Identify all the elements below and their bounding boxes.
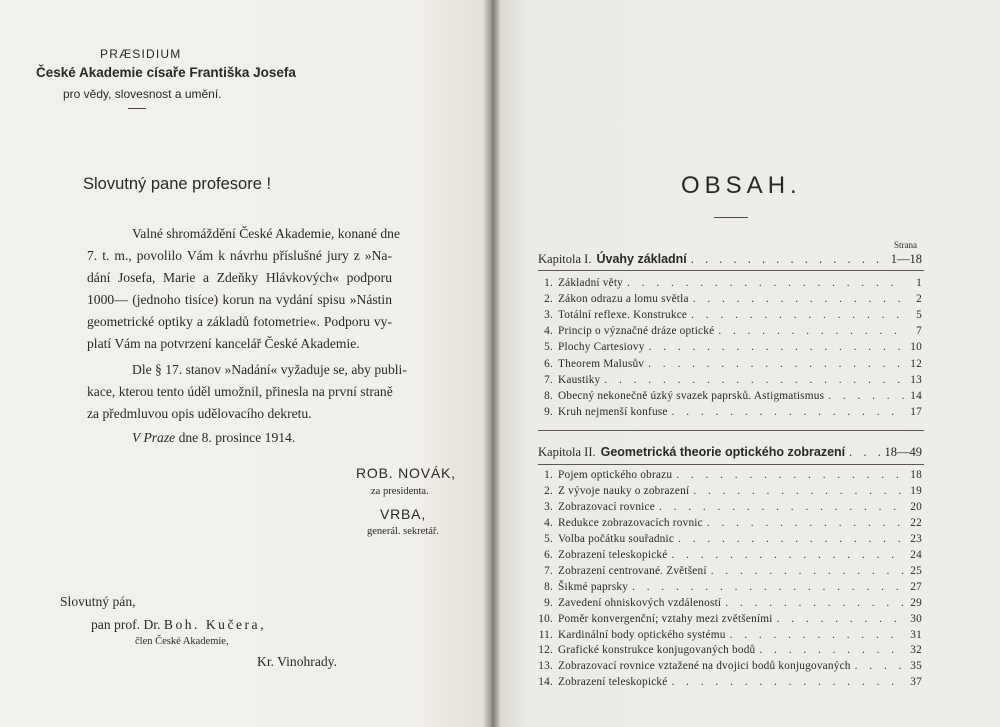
toc-entry-title: Plochy Cartesiovy — [558, 341, 645, 354]
toc-title-divider — [714, 217, 748, 218]
toc-entry-title: Zobrazení teleskopické — [558, 676, 668, 689]
toc-entry-title: Zobrazení teleskopické — [558, 548, 668, 561]
toc-entry-title: Zákon odrazu a lomu světla — [558, 293, 689, 306]
toc-entry-page: 20 — [910, 500, 922, 513]
toc-entry — [538, 309, 922, 321]
toc-entry-title: Obecný nekonečně úzký svazek paprsků. Astigmatismus — [558, 389, 825, 402]
leader-dots — [849, 445, 880, 460]
toc-entry-page: 37 — [910, 676, 922, 689]
toc-entry-title: Zobrazení centrované. Zvětšení — [558, 564, 707, 577]
salutation: Slovutný pane profesore ! — [83, 175, 272, 193]
toc-entry-number: 4. — [544, 516, 553, 529]
toc-entry-number: 5. — [544, 341, 553, 354]
leader-dots — [711, 565, 904, 577]
toc-entry-title: Redukce zobrazovacích rovnic — [558, 516, 703, 529]
toc-entry-page: 18 — [910, 469, 922, 481]
toc-entry — [538, 325, 922, 337]
toc-entry-number: 3. — [544, 309, 553, 322]
toc-entry-title: Totální reflexe. Konstrukce — [558, 309, 688, 322]
toc-entry-title: Kruh nejmenší konfuse — [558, 405, 668, 418]
addressee-name-spaced: Boh. Kučera, — [163, 617, 266, 632]
addressee-intro: Slovutný pán, — [60, 594, 136, 609]
toc-entry-number: 14. — [538, 676, 553, 689]
leader-dots — [693, 293, 904, 305]
chapter-rule — [538, 464, 924, 465]
toc-entry — [538, 517, 922, 529]
left-page — [0, 0, 488, 727]
toc-entry-number: 6. — [544, 548, 553, 561]
toc-entry — [538, 549, 922, 561]
leader-dots — [777, 613, 904, 625]
page-column-header: Strana — [894, 240, 917, 250]
toc-entry — [538, 293, 922, 305]
toc-entry-page: 5 — [916, 309, 922, 322]
toc-entry — [538, 676, 922, 688]
leader-dots — [718, 325, 904, 337]
chapter-title: Geometrická theorie optického zobrazení — [600, 445, 846, 459]
leader-dots — [627, 277, 904, 289]
header-divider — [128, 108, 146, 109]
leader-dots — [632, 581, 904, 593]
toc-entry-title: Zobrazovací rovnice vztažené na dvojici bodů konjugovaných — [558, 660, 851, 673]
toc-entry — [538, 358, 922, 370]
leader-dots — [604, 374, 904, 386]
toc-entry-number: 11. — [538, 628, 553, 641]
toc-title: OBSAH. — [681, 172, 802, 199]
toc-entry — [538, 613, 922, 625]
toc-entry-page: 29 — [910, 596, 922, 609]
header-presidium: PRÆSIDIUM — [100, 47, 182, 61]
toc-entry-number: 8. — [544, 389, 553, 402]
toc-entry-page: 7 — [916, 325, 922, 338]
toc-entry-page: 12 — [910, 357, 922, 370]
leader-dots — [693, 485, 904, 497]
paragraph2-line: Dle § 17. stanov »Nadání« vyžaduje se, aby publi- — [132, 362, 407, 377]
toc-entry-title: Zavedení ohniskových vzdáleností — [558, 596, 722, 609]
toc-entry-title: Grafické konstrukce konjugovaných bodů — [558, 644, 756, 657]
leader-dots — [691, 252, 887, 267]
toc-entry-number: 9. — [544, 596, 553, 609]
header-academy-subtitle: pro vědy, slovesnost a umění. — [63, 87, 222, 101]
toc-entry-title: Volba počátku souřadnic — [558, 532, 675, 545]
toc-entry — [538, 565, 922, 577]
toc-entry — [538, 597, 922, 609]
toc-entry-title: Z vývoje nauky o zobrazení — [558, 484, 690, 497]
chapter-heading — [538, 252, 922, 267]
leader-dots — [671, 676, 904, 688]
toc-entry — [538, 581, 922, 593]
toc-entry-page: 23 — [910, 532, 922, 545]
chapter-rule — [538, 270, 924, 271]
date-text: dne 8. prosince 1914. — [178, 430, 296, 445]
toc-entry-page: 17 — [910, 405, 922, 418]
toc-entry — [538, 390, 922, 402]
chapter-page-range: 1—18 — [890, 252, 922, 266]
toc-entry-page: 14 — [910, 389, 922, 402]
paragraph1-line: platí Vám na potvrzení kancelář České Akademie. — [87, 336, 360, 351]
leader-dots — [648, 358, 904, 370]
paragraph2-line: kace, kterou tento úděl umožnil, přinesla na první straně — [87, 384, 393, 399]
toc-entry — [538, 469, 922, 481]
paragraph1-line: 1000— (jednoho tisíce) korun na vydání spisu »Nástin — [87, 292, 392, 307]
toc-entry-title: Pojem optického obrazu — [558, 469, 673, 481]
leader-dots — [759, 644, 904, 656]
toc-entry — [538, 374, 922, 386]
toc-entry-number: 7. — [544, 564, 553, 577]
addressee-name-prefix: pan prof. Dr. — [91, 617, 161, 632]
toc-entry-number: 9. — [544, 405, 553, 418]
toc-entry — [538, 533, 922, 545]
paragraph1-line: Valné shromáždění České Akademie, konané dne — [132, 226, 401, 241]
toc-entry-number: 12. — [538, 644, 553, 657]
toc-entry-page: 24 — [910, 548, 922, 561]
toc-entry-page: 32 — [910, 644, 922, 657]
toc-entry-number: 7. — [544, 373, 553, 386]
signature-1-role: za presidenta. — [371, 486, 429, 497]
leader-dots — [672, 406, 904, 418]
toc-entry — [538, 660, 922, 672]
toc-entry — [538, 341, 922, 353]
toc-entry-title: Theorem Malusův — [558, 357, 645, 370]
toc-entry — [538, 644, 922, 656]
signature-2-role: generál. sekretář. — [367, 526, 439, 537]
toc-entry-number: 6. — [544, 357, 553, 370]
toc-entry-number: 5. — [544, 532, 553, 545]
toc-entry-number: 2. — [544, 484, 553, 497]
toc-entry-title: Šikmé paprsky — [558, 580, 629, 593]
toc-entry-number: 10. — [538, 612, 553, 625]
toc-entry-page: 27 — [910, 580, 922, 593]
leader-dots — [725, 597, 904, 609]
chapter-page-range: 18—49 — [884, 445, 922, 459]
toc-entry-title: Poměr konvergenční; vztahy mezi zvětšeními — [558, 612, 773, 625]
leader-dots — [659, 501, 904, 513]
signature-2-name: VRBA, — [380, 506, 427, 522]
leader-dots — [691, 309, 904, 321]
toc-entry — [538, 501, 922, 513]
addressee-place: Kr. Vinohrady. — [257, 654, 337, 669]
leader-dots — [828, 390, 904, 402]
leader-dots — [730, 629, 904, 641]
leader-dots — [671, 549, 904, 561]
header-academy-name: České Akademie císaře Františka Josefa — [36, 65, 296, 80]
toc-entry-page: 19 — [910, 484, 922, 497]
chapter-label: Kapitola II. — [538, 445, 596, 459]
paragraph1-line: geometrické optiky a základů fotometrie«. Podporu vy- — [87, 314, 392, 329]
toc-entry-number: 2. — [544, 293, 553, 306]
toc-entry-title: Princip o význačné dráze optické — [558, 325, 715, 338]
toc-entry-page: 1 — [916, 277, 922, 289]
toc-entry-title: Kaustiky — [558, 373, 601, 386]
toc-entry-page: 31 — [910, 628, 922, 641]
leader-dots — [707, 517, 904, 529]
toc-entry-number: 8. — [544, 580, 553, 593]
right-page — [500, 0, 1000, 727]
signature-1-name: ROB. NOVÁK, — [356, 465, 456, 481]
toc-entry-number: 4. — [544, 325, 553, 338]
paragraph1-line: 7. t. m., povolilo Vám k návrhu příslušné jury z »Na- — [87, 248, 392, 263]
paragraph1-line: dání Josefa, Marie a Zdeňky Hlávkových« podporu — [87, 270, 392, 285]
toc-entry-page: 22 — [910, 516, 922, 529]
date-line — [132, 430, 295, 446]
date-place: V Praze — [132, 430, 176, 445]
toc-entry-title: Zobrazovací rovnice — [558, 500, 655, 513]
book-spine — [484, 0, 500, 727]
chapter-label: Kapitola I. — [538, 252, 592, 266]
leader-dots — [855, 660, 904, 672]
chapter-title: Úvahy základní — [596, 252, 687, 266]
toc-entry — [538, 629, 922, 641]
leader-dots — [678, 533, 904, 545]
toc-entry-page: 2 — [916, 293, 922, 306]
toc-entry — [538, 277, 922, 289]
toc-entry-page: 30 — [910, 612, 922, 625]
addressee-role: člen České Akademie, — [135, 636, 229, 647]
paragraph2-line: za předmluvou opis udělovacího dekretu. — [87, 406, 312, 421]
leader-dots — [649, 341, 904, 353]
chapter-rule — [538, 430, 924, 431]
toc-entry-page: 25 — [910, 564, 922, 577]
toc-entry-page: 10 — [910, 341, 922, 354]
toc-entry-number: 1. — [544, 277, 553, 289]
leader-dots — [676, 469, 904, 481]
toc-entry-page: 35 — [910, 660, 922, 673]
addressee-name — [91, 617, 266, 633]
toc-entry-title: Základní věty — [558, 277, 624, 289]
toc-entry — [538, 485, 922, 497]
toc-entry-number: 3. — [544, 500, 553, 513]
toc-entry-number: 13. — [538, 660, 553, 673]
chapter-heading — [538, 445, 922, 460]
toc-entry-page: 13 — [910, 373, 922, 386]
toc-entry-title: Kardinální body optického systému — [558, 628, 726, 641]
toc-entry-number: 1. — [544, 469, 553, 481]
toc-entry — [538, 406, 922, 418]
